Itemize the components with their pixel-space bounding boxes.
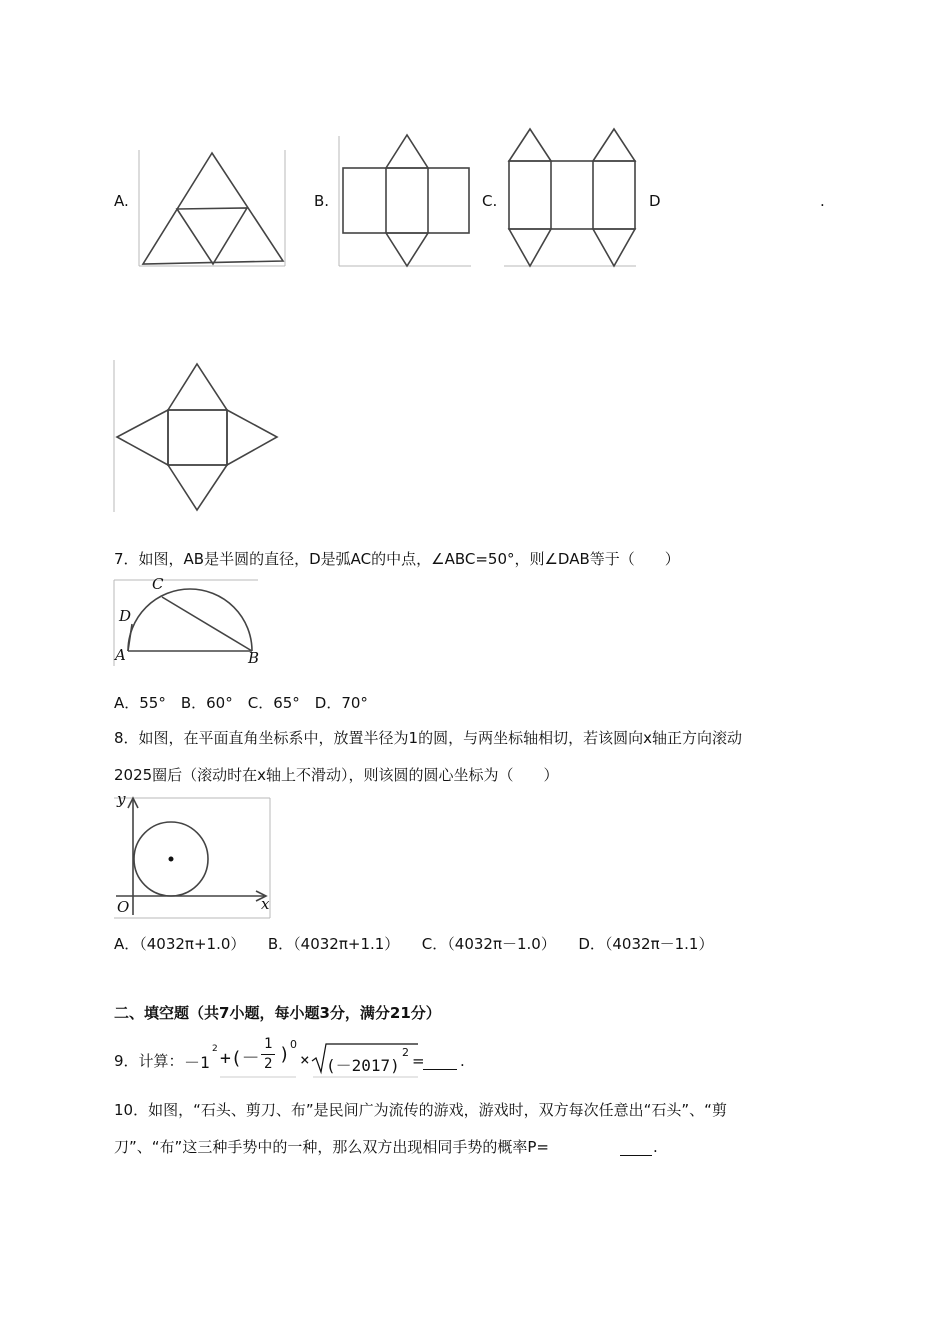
q9-times: × xyxy=(300,1050,310,1069)
q9-radicand: (－2017) xyxy=(326,1056,400,1075)
q7-label-d: D xyxy=(119,607,132,625)
q8-stem-line2: 2025圈后（滚动时在x轴上不滑动），则该圆的圆心坐标为（ ） xyxy=(114,766,559,784)
q10-answer-blank[interactable] xyxy=(620,1140,652,1156)
q6-label-period: . xyxy=(820,192,825,210)
q7-options: A．55° B．60° C．65° D．70° xyxy=(114,694,368,712)
q7-label-c: C xyxy=(152,575,164,593)
q8-stem-line1: 8．如图，在平面直角坐标系中，放置半径为1的圆，与两坐标轴相切，若该圆向x轴正方向滚动 xyxy=(114,729,742,747)
q9-answer-blank[interactable] xyxy=(423,1054,457,1070)
q6-label-d: D xyxy=(649,192,661,210)
q8-options: A．（4032π+1.0） B．（4032π+1.1） C．（4032π－1.0） D．（4032π－1.1） xyxy=(114,935,714,953)
q8-label-y: y xyxy=(117,790,126,808)
q8-label-x: x xyxy=(261,895,270,913)
q10-line2-post: . xyxy=(653,1138,658,1156)
q9-plus-paren: +(－ xyxy=(220,1048,260,1069)
q6-label-a: A. xyxy=(114,192,129,210)
q9-close-paren: ) xyxy=(279,1044,290,1065)
q9-end: . xyxy=(460,1052,465,1070)
q6-label-b: B. xyxy=(314,192,330,210)
q7-label-a: A xyxy=(115,646,126,664)
q9-frac-den: 2 xyxy=(264,1056,273,1072)
q9-rad-exp: 2 xyxy=(402,1046,409,1059)
section-heading: 二、填空题（共7小题，每小题3分，满分21分） xyxy=(114,1004,441,1022)
q9-exp2: 2 xyxy=(212,1044,218,1054)
q9-frac-num: 1 xyxy=(264,1036,273,1052)
q7-label-b: B xyxy=(248,649,260,667)
q8-label-o: O xyxy=(117,898,130,916)
q9-neg-one: －1 xyxy=(184,1053,210,1072)
q9-exp0: 0 xyxy=(290,1038,297,1051)
q7-stem: 7．如图，AB是半圆的直径，D是弧AC的中点，∠ABC=50°，则∠DAB等于（ ） xyxy=(114,550,680,568)
q6-label-c: C. xyxy=(482,192,498,210)
q10-line1: 10．如图，“石头、剪刀、布”是民间广为流传的游戏，游戏时，双方每次任意出“石头”、“剪 xyxy=(114,1101,727,1119)
q9-prefix: 9．计算： xyxy=(114,1052,184,1070)
q9-equals: = xyxy=(412,1052,425,1070)
q10-line2-pre: 刀”、“布”这三种手势中的一种，那么双方出现相同手势的概率P= xyxy=(114,1138,549,1156)
